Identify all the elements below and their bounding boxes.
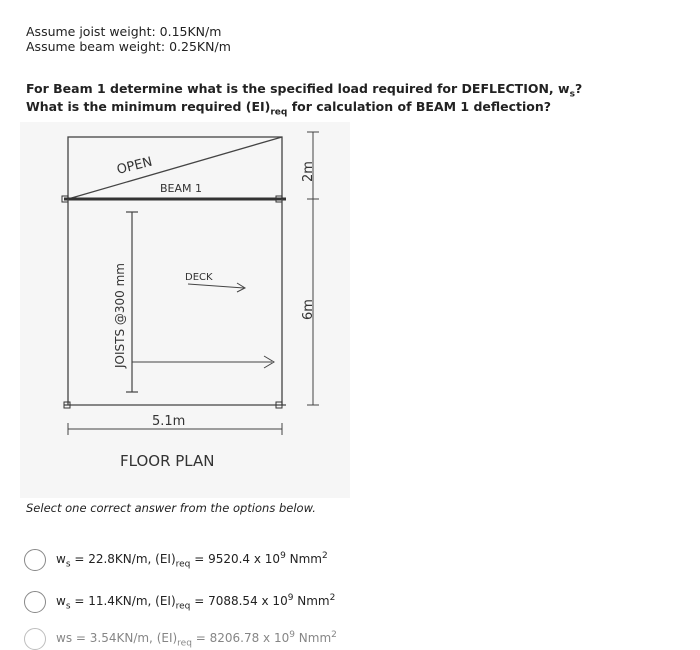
beam-1-label: BEAM 1: [160, 182, 203, 195]
answer-option-3[interactable]: [24, 628, 337, 650]
dim-6m-label: 6m: [301, 299, 316, 320]
answer-option-2[interactable]: [24, 591, 335, 613]
joists-label: JOISTS @300 mm: [113, 263, 127, 368]
open-label: OPEN: [115, 154, 154, 178]
option-3-label: ws = 3.54KN/m, $(EI)_{req} = 8206.78$ x $10^9$ Nmm$^2$: [56, 629, 337, 649]
option-3-radio[interactable]: [24, 628, 46, 650]
dim-2m-label: 2m: [301, 161, 316, 182]
option-2-label: $w_s = 11.4KN/m$, $(EI)_{req} = 7088.54$ x $10^9$ Nmm$^2$: [56, 592, 336, 612]
span-label: 5.1m: [152, 414, 186, 429]
option-1-radio[interactable]: [24, 549, 46, 571]
deck-label: DECK: [185, 272, 213, 283]
beam-weight-note: Assume beam weight: 0.25KN/m: [26, 39, 231, 54]
floor-plan-caption: FLOOR PLAN: [120, 452, 215, 470]
joist-weight-note: Assume joist weight: 0.15KN/m: [26, 24, 222, 39]
answer-option-1[interactable]: [24, 549, 328, 571]
option-1-label: $w_s = 22.8KN/m$, $(EI)_{req} = 9520.4$ x $10^9$ Nmm$^2$: [56, 550, 328, 570]
option-2-radio[interactable]: [24, 591, 46, 613]
question-line-2: What is the minimum required $(EI)_{req}$ for calculation of BEAM 1 deflection?: [26, 99, 552, 118]
instruction-text: Select one correct answer from the options below.: [26, 501, 316, 515]
floor-plan-drawing: [20, 122, 350, 498]
question-line-1: For Beam 1 determine what is the specified load required for DEFLECTION, $w_s$?: [26, 81, 583, 100]
